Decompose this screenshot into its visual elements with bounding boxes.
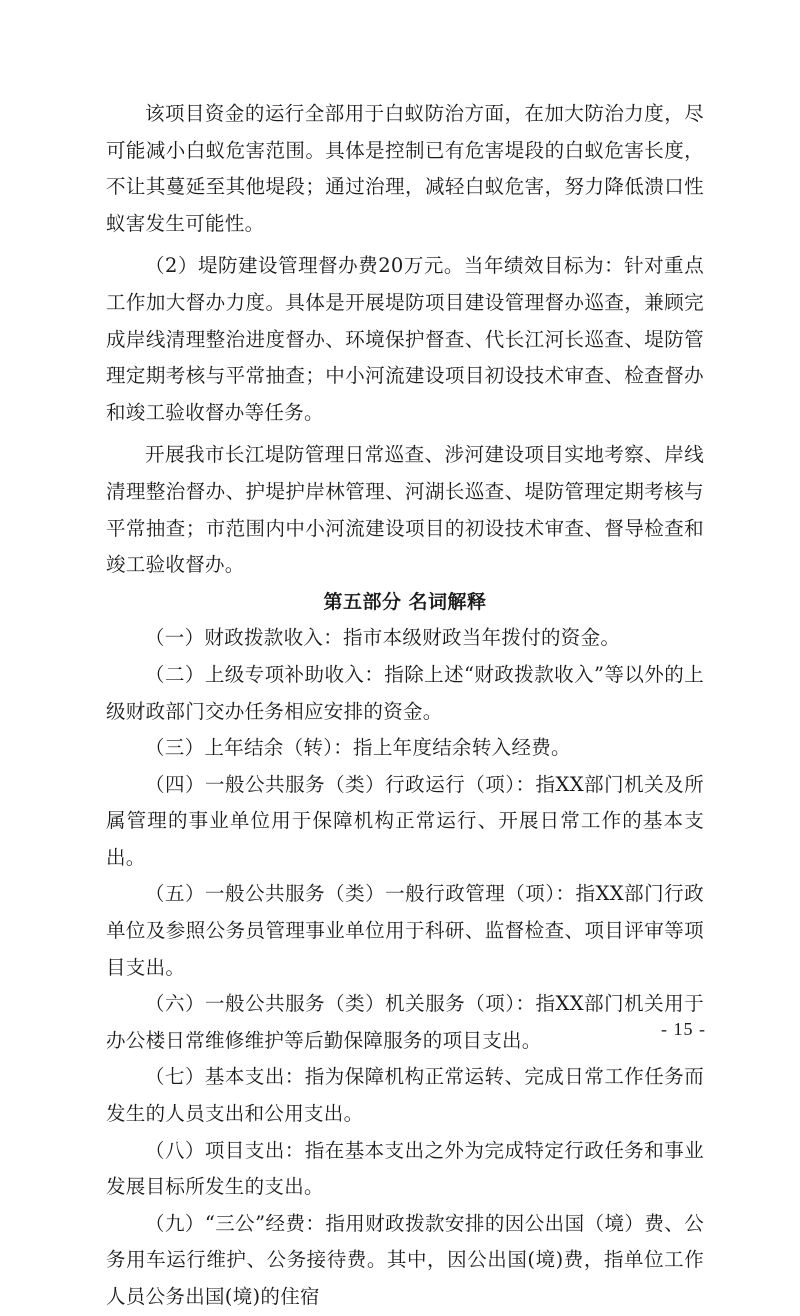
definition-item: （二）上级专项补助收入：指除上述“财政拨款收入”等以外的上级财政部门交办任务相应安排的资金。 — [106, 662, 704, 723]
paragraph-termite-control: 该项目资金的运行全部用于白蚁防治方面，在加大防治力度，尽可能减小白蚁危害范围。具体是控制已有危害堤段的白蚁危害长度，不让其蔓延至其他堤段；通过治理，减轻白蚁危害，努力降低溃口性蚁害发生可能性。 — [106, 102, 704, 235]
definition-item: （三）上年结余（转）：指上年度结余转入经费。 — [145, 736, 571, 760]
page-number: - 15 - — [661, 1019, 706, 1039]
section-heading: 第五部分 名词解释 — [323, 590, 487, 613]
definition-item: （九）“三公”经费：指用财政拨款安排的因公出国（境）费、公务用车运行维护、公务接待费。其中，因公出国(境)费，指单位工作人员公务出国(境)的住宿 — [106, 1211, 704, 1308]
definition-item: （七）基本支出：指为保障机构正常运转、完成日常工作任务而发生的人员支出和公用支出。 — [106, 1065, 704, 1126]
definition-item: （一）财政拨款收入：指市本级财政当年拨付的资金。 — [145, 626, 621, 650]
paragraph-daily-inspection: 开展我市长江堤防管理日常巡查、涉河建设项目实地考察、岸线清理整治督办、护堤护岸林管理、河湖长巡查、堤防管理定期考核与平常抽查；市范围内中小河流建设项目的初设技术审查、督导检查和竣工验收督办。 — [106, 443, 704, 577]
document-body — [106, 96, 704, 1316]
definition-item: （六）一般公共服务（类）机关服务（项）：指XX部门机关用于办公楼日常维修维护等后勤保障服务的项目支出。 — [106, 992, 704, 1052]
definition-item: （四）一般公共服务（类）行政运行（项）：指XX部门机关及所属管理的事业单位用于保障机构正常运行、开展日常工作的基本支出。 — [106, 772, 704, 869]
paragraph-levee-supervision-fee: （2）堤防建设管理督办费20万元。当年绩效目标为：针对重点工作加大督办力度。具体是开展堤防项目建设管理督办巡查，兼顾完成岸线清理整治进度督办、环境保护督查、代长江河长巡查、堤防管理定期考核与平常抽查；中小河流建设项目初设技术审查、检查督办和竣工验收督办等任务。 — [106, 254, 704, 424]
definition-item: （五）一般公共服务（类）一般行政管理（项）：指XX部门行政单位及参照公务员管理事业单位用于科研、监督检查、项目评审等项目支出。 — [106, 882, 704, 979]
definition-item: （八）项目支出：指在基本支出之外为完成特定行政任务和事业发展目标所发生的支出。 — [106, 1138, 704, 1199]
